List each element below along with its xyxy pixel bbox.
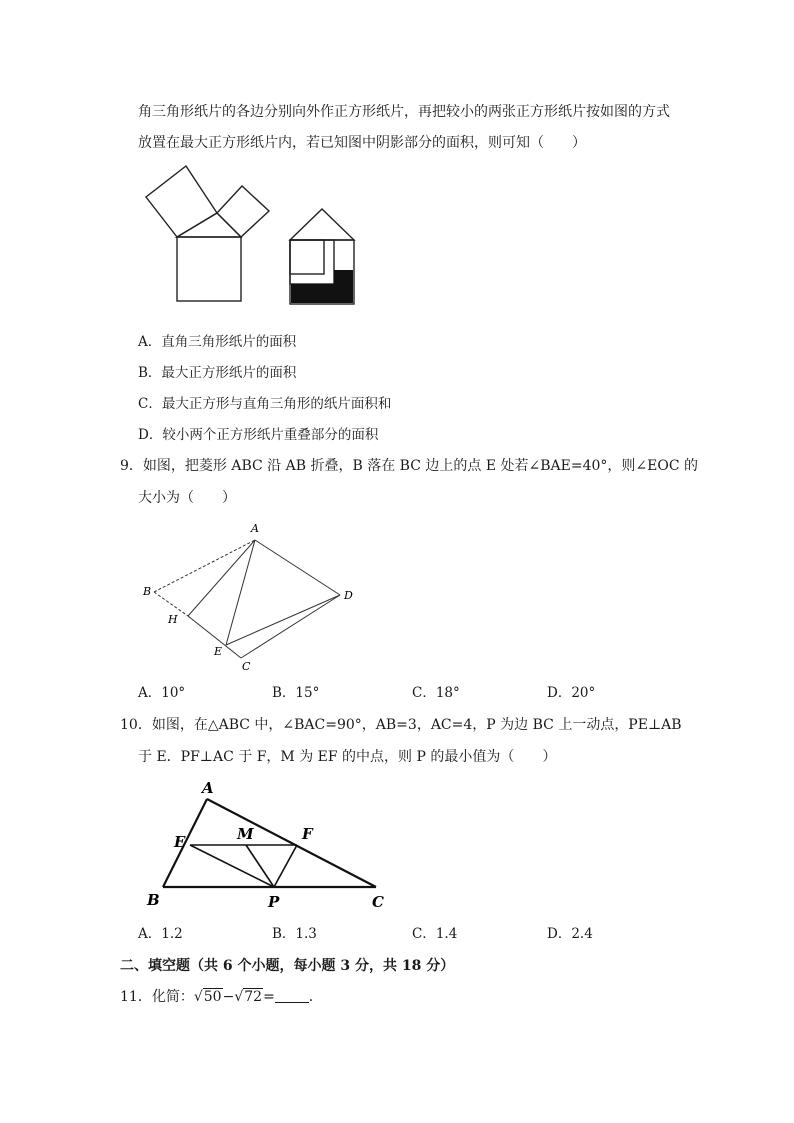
label-b: B (147, 891, 160, 909)
q10-option-d: D．2.4 (547, 926, 593, 942)
q11-line (120, 987, 323, 1007)
label-h: H (168, 613, 178, 626)
q10-figure (140, 775, 400, 915)
sqrt-72: √72 (234, 989, 263, 1005)
sqrt-50: √50 (193, 989, 222, 1005)
triangle-top (290, 209, 354, 240)
label-d: D (344, 589, 353, 602)
q8-option-a: A．直角三角形纸片的面积 (138, 334, 297, 350)
q8-option-c: C．最大正方形与直角三角形的纸片面积和 (138, 396, 392, 412)
fold-line-ab (154, 540, 255, 592)
pythagoras-squares-diagram (146, 166, 269, 301)
label-e: E (174, 833, 186, 851)
q10-line-2: 于 E．PF⊥AC 于 F，M 为 EF 的中点，则 P 的最小值为（ ） (138, 749, 557, 765)
label-a: A (202, 779, 214, 797)
q8-line-1: 角三角形纸片的各边分别向外作正方形纸片，再把较小的两张正方形纸片按如图的方式 (138, 104, 670, 120)
answer-blank[interactable] (275, 988, 309, 1003)
q8-figure (140, 160, 370, 310)
largest-square (177, 237, 241, 301)
label-p: P (268, 893, 280, 911)
q11-end: ． (308, 989, 323, 1005)
q9-option-b: B．15° (272, 685, 320, 701)
minus-sign: − (222, 989, 235, 1005)
label-f: F (302, 825, 313, 843)
label-e: E (214, 645, 223, 658)
radicand-72: 72 (244, 989, 263, 1005)
q10-line-1: 10．如图，在△ABC 中，∠BAC=90°，AB=3，AC=4，P 为边 BC 上一动点，PE⊥AB (120, 717, 682, 733)
label-m: M (237, 825, 254, 843)
side-dc (241, 595, 340, 658)
q10-option-b: B．1.3 (272, 926, 317, 942)
label-a: A (251, 522, 259, 535)
q8-option-b: B．最大正方形纸片的面积 (138, 365, 297, 381)
small-square-b (290, 240, 334, 284)
section-heading: 二、填空题（共 6 个小题，每小题 3 分，共 18 分） (120, 958, 455, 974)
q9-line-2: 大小为（ ） (138, 490, 236, 506)
right-square (217, 186, 269, 237)
q9-option-d: D．20° (547, 685, 596, 701)
small-square-a (290, 240, 324, 274)
q9-figure (138, 515, 368, 675)
right-triangle (177, 213, 241, 237)
shaded-region (291, 270, 353, 303)
side-ad (255, 540, 340, 595)
q9-option-a: A．10° (138, 685, 186, 701)
q8-line-2: 放置在最大正方形纸片内，若已知图中阴影部分的面积，则可知（ ） (138, 135, 586, 151)
segment-pe (190, 845, 274, 887)
q8-option-d: D．较小两个正方形纸片重叠部分的面积 (138, 427, 379, 443)
side-ac (207, 799, 376, 887)
segment-pf (274, 845, 297, 887)
label-b: B (143, 585, 152, 598)
q10-option-a: A．1.2 (138, 926, 183, 942)
q9-option-c: C．18° (412, 685, 460, 701)
q10-option-c: C．1.4 (412, 926, 458, 942)
q9-line-1: 9．如图，把菱形 ABC 沿 AB 折叠，B 落在 BC 边上的点 E 处若∠BAE=40°，则∠EOC 的 (120, 458, 698, 474)
label-c: C (242, 660, 251, 673)
radicand-50: 50 (203, 989, 222, 1005)
label-c: C (372, 893, 384, 911)
segment-ed (226, 595, 340, 645)
q11-prefix: 11．化简： (120, 989, 194, 1005)
left-square (146, 166, 217, 237)
equals-sign: = (263, 989, 275, 1005)
